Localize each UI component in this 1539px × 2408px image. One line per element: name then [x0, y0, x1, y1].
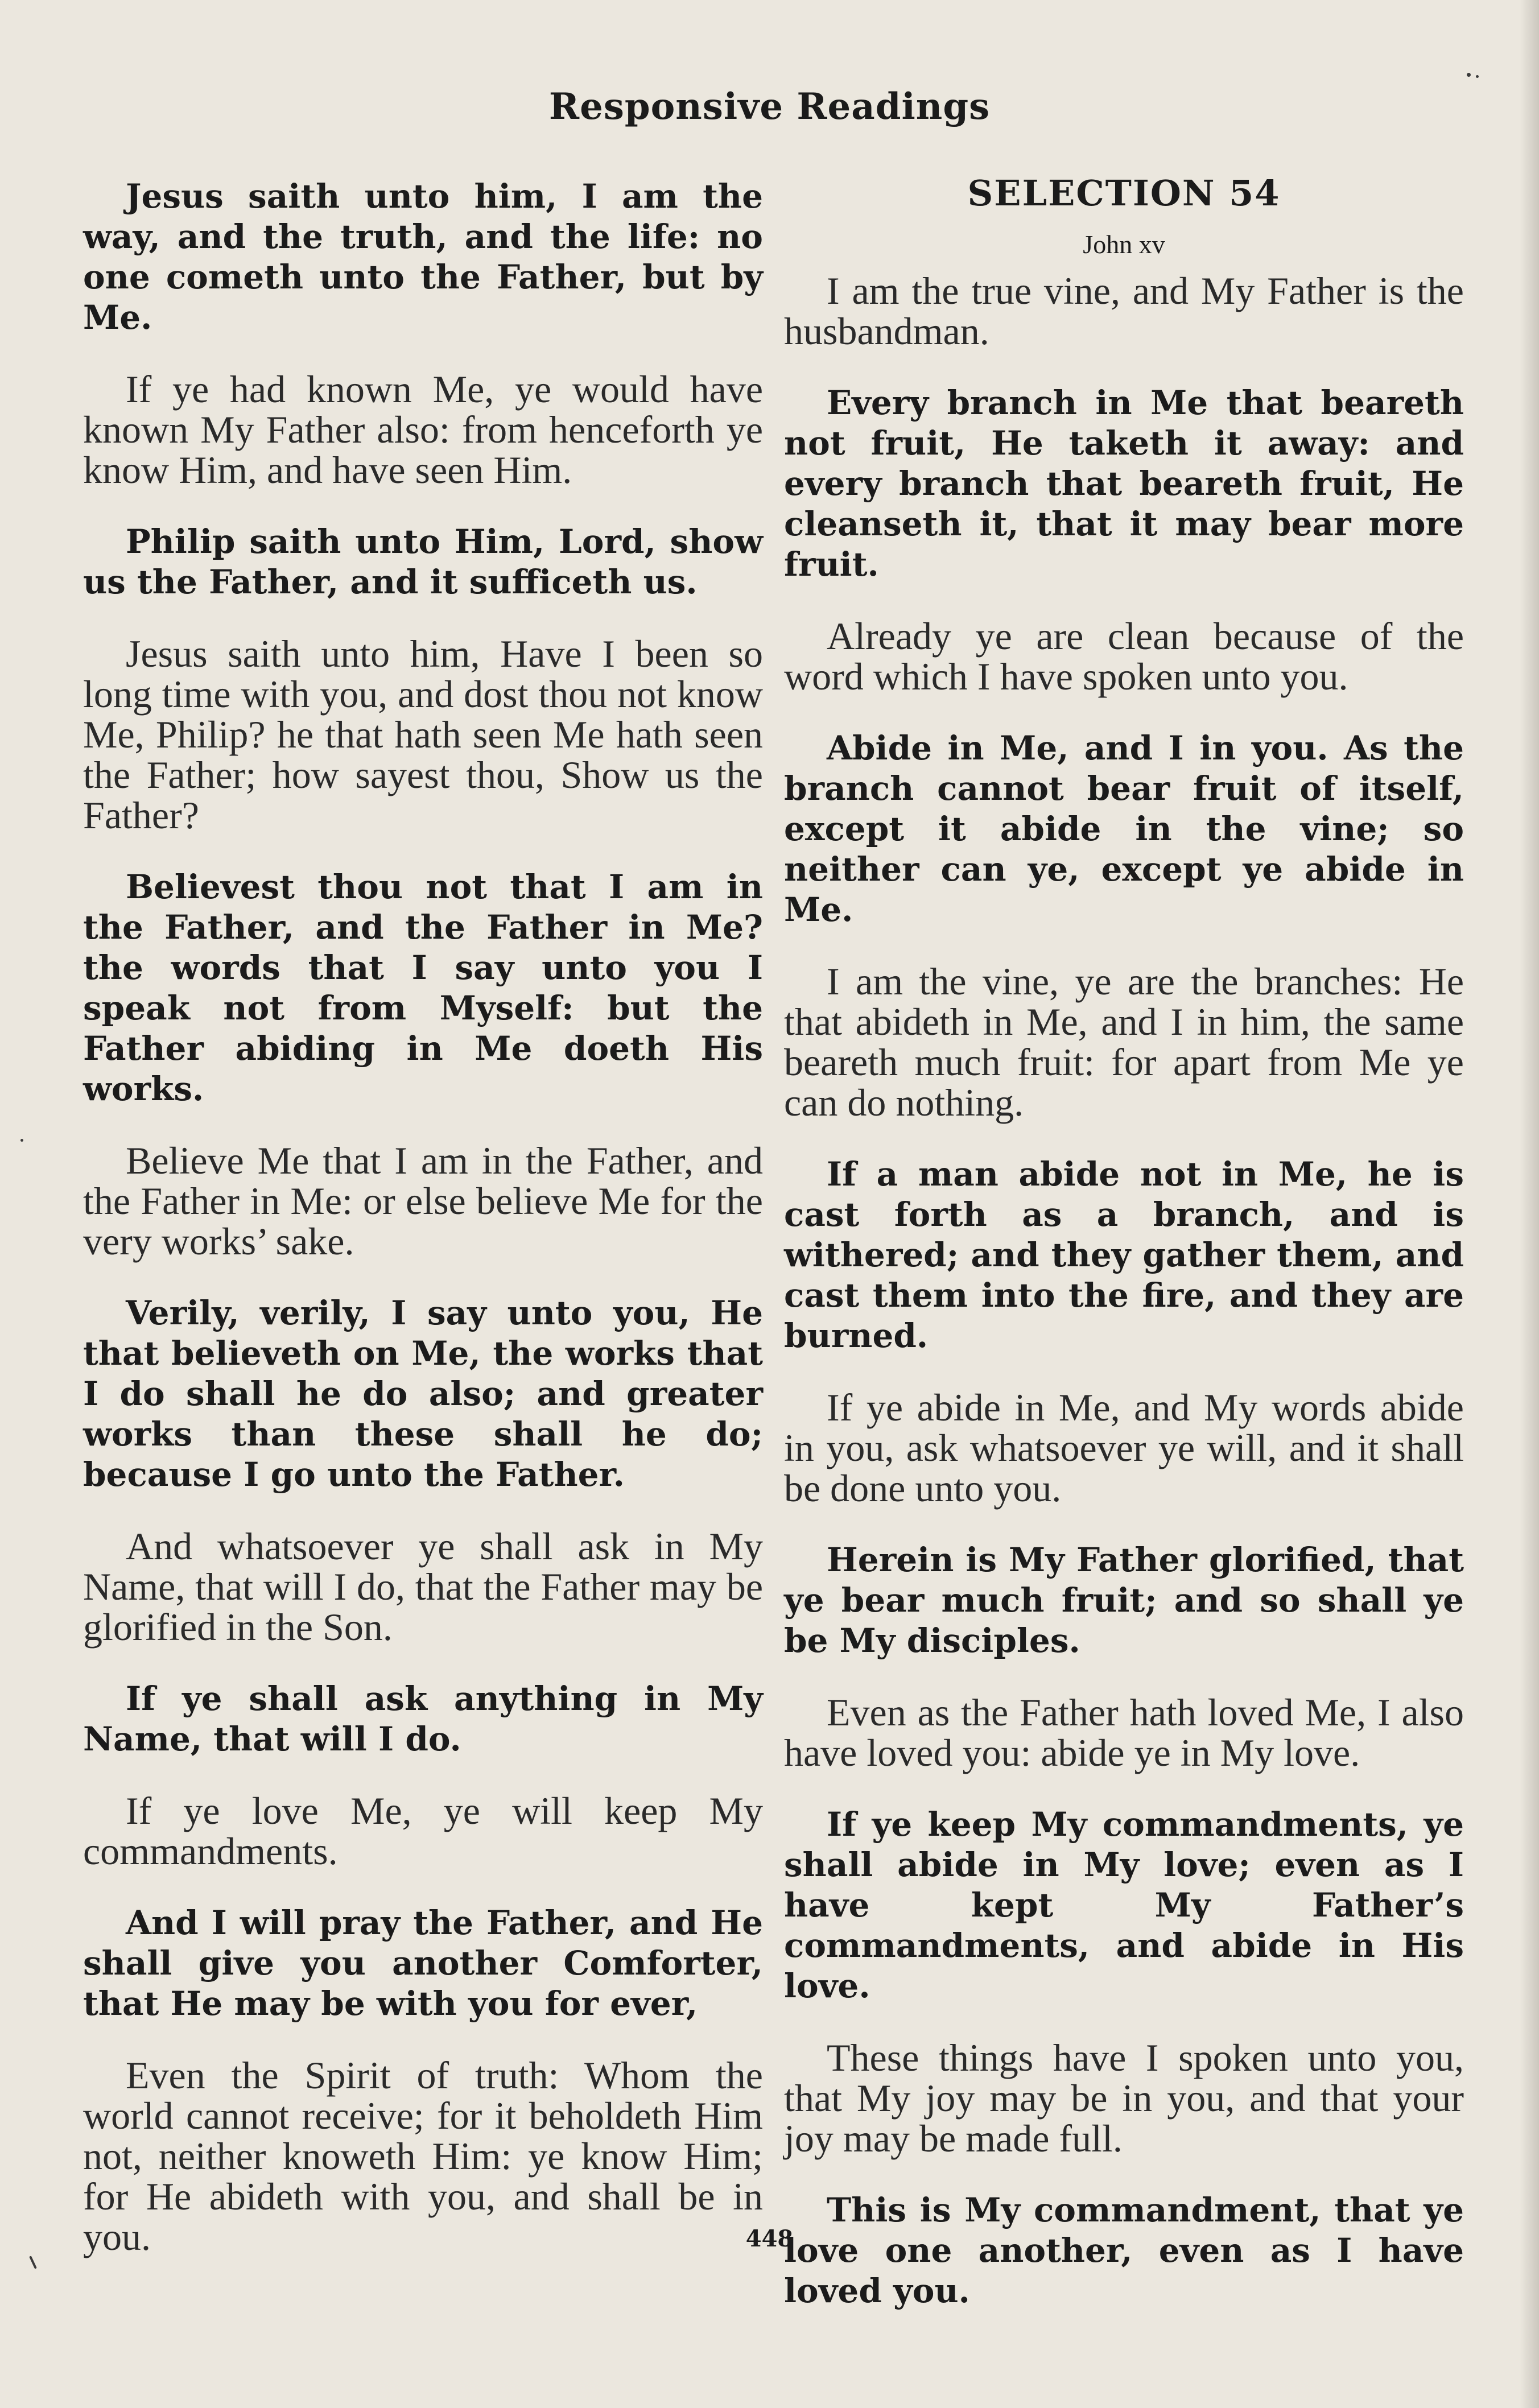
verse-left-1: Jesus saith unto him, I am the way, and the truth, and the life: no one cometh unto the Father, but by Me.: [83, 177, 763, 337]
verse-left-2: If ye had known Me, ye would have known My Father also: from henceforth ye know Him, and have seen Him.: [83, 367, 763, 491]
ink-mark: [29, 2256, 37, 2269]
verse-left-12: Even the Spirit of truth: Whom the world cannot receive; for it beholdeth Him not, neither knoweth Him: ye know Him; for He abideth with you, and shall be in you.: [83, 2054, 763, 2258]
verse-right-6: If a man abide not in Me, he is cast forth as a branch, and is withered; and they gather them, and cast them into the fire, and they are burned.: [784, 1155, 1464, 1355]
verse-left-3: Philip saith unto Him, Lord, show us the Father, and it sufficeth us.: [83, 522, 763, 601]
ink-speck: [1467, 73, 1471, 77]
selection-title: SELECTION 54: [967, 172, 1281, 214]
ink-speck: [1476, 75, 1479, 78]
verse-right-2: Every branch in Me that beareth not fruit, He taketh it away: and every branch that beareth fruit, He cleanseth it, that it may bear more fruit.: [784, 383, 1464, 584]
verse-right-3: Already ye are clean because of the word which I have spoken unto you.: [784, 614, 1464, 698]
verse-right-9: Even as the Father hath loved Me, I also have loved you: abide ye in My love.: [784, 1691, 1464, 1774]
verse-right-7: If ye abide in Me, and My words abide in you, ask whatsoever ye will, and it shall be done unto you.: [784, 1386, 1464, 1510]
verse-right-1: I am the true vine, and My Father is the husbandman.: [784, 269, 1464, 353]
selection-reference: John xv: [1083, 230, 1165, 259]
page-edge-shadow: [1520, 0, 1539, 2408]
verse-right-12: This is My commandment, that ye love one another, even as I have loved you.: [784, 2191, 1464, 2310]
verse-right-8: Herein is My Father glorified, that ye bear much fruit; and so shall ye be My disciples.: [784, 1540, 1464, 1660]
verse-right-10: If ye keep My commandments, ye shall abide in My love; even as I have kept My Father’s commandments, and abide in His love.: [784, 1805, 1464, 2005]
right-column: [784, 171, 1464, 2343]
page-number: 448: [745, 2225, 794, 2252]
verse-left-8: And whatsoever ye shall ask in My Name, that will I do, that the Father may be glorified in the Son.: [83, 1525, 763, 1649]
verse-left-7: Verily, verily, I say unto you, He that believeth on Me, the works that I do shall he do also; and greater works than these shall he do; because I go unto the Father.: [83, 1294, 763, 1494]
verse-left-4: Jesus saith unto him, Have I been so long time with you, and dost thou not know Me, Philip? he that hath seen Me hath seen the Father; how sayest thou, Show us the Father?: [83, 632, 763, 837]
verse-left-11: And I will pray the Father, and He shall give you another Comforter, that He may be with you for ever,: [83, 1903, 763, 2023]
verse-right-4: Abide in Me, and I in you. As the branch cannot bear fruit of itself, except it abide in the vine; so neither can ye, except ye abide in Me.: [784, 729, 1464, 929]
verse-left-6: Believe Me that I am in the Father, and the Father in Me: or else believe Me for the very works’ sake.: [83, 1139, 763, 1263]
ink-speck: [20, 1139, 23, 1142]
verse-left-9: If ye shall ask anything in My Name, that will I do.: [83, 1679, 763, 1758]
running-head: Responsive Readings: [548, 85, 991, 128]
left-column: [83, 176, 763, 2289]
verse-left-10: If ye love Me, ye will keep My commandments.: [83, 1789, 763, 1873]
verse-left-5: Believest thou not that I am in the Father, and the Father in Me? the words that I say unto you I speak not from Myself: but the Father abiding in Me doeth His works.: [83, 868, 763, 1108]
verse-right-11: These things have I spoken unto you, that My joy may be in you, and that your joy may be made full.: [784, 2036, 1464, 2160]
verse-right-5: I am the vine, ye are the branches: He that abideth in Me, and I in him, the same beareth much fruit: for apart from Me ye can do nothing.: [784, 960, 1464, 1124]
